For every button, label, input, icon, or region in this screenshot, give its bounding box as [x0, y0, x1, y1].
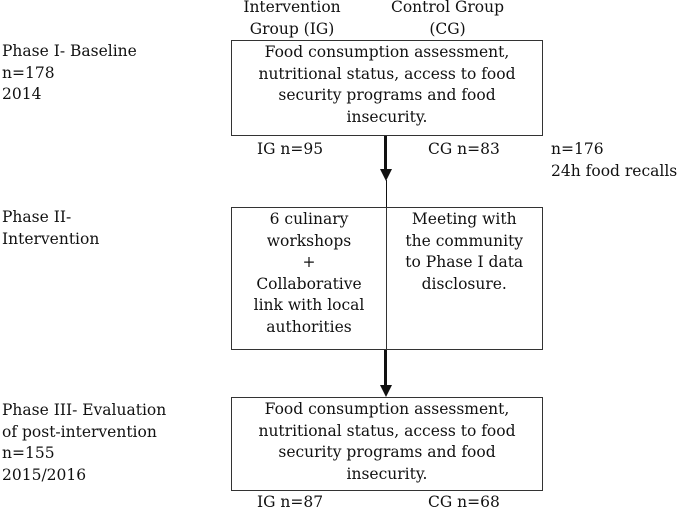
- box-line: security programs and food: [278, 443, 496, 461]
- box-line: authorities: [266, 317, 352, 336]
- phase2-control-box: [386, 207, 544, 350]
- box-line: +: [302, 253, 316, 271]
- label-line: of post-intervention: [2, 422, 157, 441]
- phase3-cg-count: CG n=68: [428, 493, 500, 511]
- label-line: 2015/2016: [2, 465, 87, 484]
- note-line: 24h food recalls: [551, 161, 678, 180]
- box-line: Meeting with: [411, 210, 517, 228]
- box-line: insecurity.: [346, 107, 428, 126]
- header-line: Intervention: [243, 0, 341, 16]
- label-line: Phase II-: [2, 208, 72, 226]
- label-line: 2014: [2, 85, 42, 103]
- arrow-1-shaft: [384, 136, 387, 170]
- header-line: (CG): [429, 19, 466, 38]
- box-line: 6 culinary: [269, 210, 349, 228]
- box-line: nutritional status, access to food: [258, 421, 516, 440]
- phase2-label: [2, 207, 99, 250]
- arrow-2-shaft: [384, 350, 387, 386]
- header-line: Control Group: [390, 0, 505, 16]
- phase1-ig-count: IG n=95: [257, 140, 324, 158]
- phase1-label: [2, 41, 137, 106]
- arrow-2-head: [380, 385, 392, 397]
- label-line: n=155: [2, 444, 55, 462]
- box-line: link with local: [253, 296, 365, 314]
- phase1-box: [231, 40, 543, 136]
- food-recalls-note: [551, 139, 677, 182]
- phase1-cg-count: CG n=83: [428, 140, 500, 158]
- note-line: n=176: [551, 140, 604, 158]
- box-line: workshops: [266, 231, 352, 250]
- header-intervention-group: [232, 0, 352, 40]
- label-line: Intervention: [2, 229, 100, 248]
- phase3-label: [2, 400, 166, 486]
- label-line: n=178: [2, 63, 55, 82]
- connector-line: [386, 180, 387, 208]
- box-line: insecurity.: [346, 464, 428, 483]
- box-line: disclosure.: [421, 274, 507, 293]
- phase3-ig-count: IG n=87: [257, 493, 324, 511]
- phase3-box: [231, 397, 543, 491]
- header-control-group: [390, 0, 505, 40]
- box-line: security programs and food: [278, 86, 496, 104]
- label-line: Phase III- Evaluation: [2, 401, 167, 419]
- box-line: nutritional status, access to food: [258, 64, 516, 83]
- label-line: Phase I- Baseline: [2, 42, 137, 60]
- phase2-intervention-box: [231, 207, 387, 350]
- box-line: Food consumption assessment,: [264, 43, 510, 61]
- box-line: to Phase I data: [405, 253, 524, 271]
- header-line: Group (IG): [249, 19, 335, 38]
- box-line: Food consumption assessment,: [264, 400, 510, 418]
- box-line: the community: [405, 231, 524, 250]
- box-line: Collaborative: [256, 274, 362, 293]
